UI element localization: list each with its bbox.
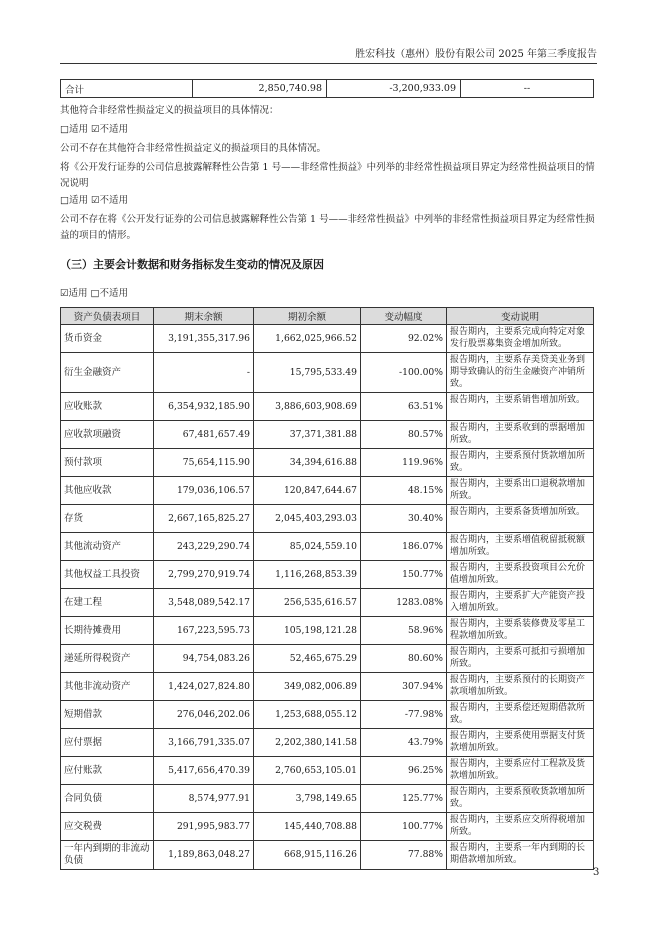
row-note: 报告期内，主要系装修费及零星工程款增加所致。	[447, 617, 594, 645]
balance-sheet-changes-table	[60, 307, 594, 870]
row-item: 其他流动资产	[61, 533, 154, 561]
row-begin: 1,116,268,853.39	[254, 561, 361, 589]
row-begin: 256,535,616.57	[254, 589, 361, 617]
row-change: 119.96%	[361, 449, 447, 477]
row-item: 短期借款	[61, 701, 154, 729]
summary-prior: -3,200,933.09	[327, 80, 461, 98]
row-item: 存货	[61, 505, 154, 533]
row-end: 179,036,106.57	[154, 477, 254, 505]
row-end: 3,548,089,542.17	[154, 589, 254, 617]
paragraph-4: 公司不存在将《公开发行证券的公司信息披露解释性公告第 1 号——非经常性损益》中列举的非经常性损益项目界定为经常性损益的项目的情形。	[60, 214, 595, 241]
row-begin: 85,024,559.10	[254, 533, 361, 561]
table-row	[61, 645, 594, 673]
row-item: 应付票据	[61, 729, 154, 757]
row-begin: 1,253,688,055.12	[254, 701, 361, 729]
row-item: 其他应收款	[61, 477, 154, 505]
table-header-row	[61, 308, 594, 325]
row-change: 80.57%	[361, 421, 447, 449]
applicability-1: □适用 ☑不适用	[60, 124, 129, 135]
col-header-end: 期末余额	[154, 308, 254, 325]
row-note: 报告期内，主要系一年内到期的长期借款增加所致。	[447, 841, 594, 870]
table-row	[61, 785, 594, 813]
summary-row	[61, 80, 594, 98]
page-header: 胜宏科技（惠州）股份有限公司 2025 年第三季度报告	[60, 45, 597, 64]
row-item: 货币资金	[61, 325, 154, 353]
table-row	[61, 729, 594, 757]
row-begin: 2,202,380,141.58	[254, 729, 361, 757]
summary-note: --	[461, 80, 594, 98]
row-begin: 1,662,025,966.52	[254, 325, 361, 353]
row-note: 报告期内，主要系收到的票据增加所致。	[447, 421, 594, 449]
row-change: 1283.08%	[361, 589, 447, 617]
row-begin: 37,371,381.88	[254, 421, 361, 449]
row-change: 186.07%	[361, 533, 447, 561]
summary-label: 合计	[61, 80, 193, 98]
row-item: 在建工程	[61, 589, 154, 617]
table-row	[61, 421, 594, 449]
row-item: 一年内到期的非流动负债	[61, 841, 154, 870]
row-note: 报告期内，主要系偿还短期借款所致。	[447, 701, 594, 729]
row-change: 77.88%	[361, 841, 447, 870]
row-item: 长期待摊费用	[61, 617, 154, 645]
row-begin: 2,760,653,105.01	[254, 757, 361, 785]
row-end: 243,229,290.74	[154, 533, 254, 561]
table-row	[61, 757, 594, 785]
table-row	[61, 561, 594, 589]
row-begin: 349,082,006.89	[254, 673, 361, 701]
row-item: 预付款项	[61, 449, 154, 477]
row-begin: 15,795,533.49	[254, 353, 361, 393]
row-end: 67,481,657.49	[154, 421, 254, 449]
table-row	[61, 477, 594, 505]
row-end: 2,799,270,919.74	[154, 561, 254, 589]
row-change: 92.02%	[361, 325, 447, 353]
applicability-2: □适用 ☑不适用	[60, 195, 129, 206]
row-note: 报告期内，主要系存美贷美业务到期导致确认的衍生金融资产冲销所致。	[447, 353, 594, 393]
row-note: 报告期内，主要系应付工程款及货款增加所致。	[447, 757, 594, 785]
summary-current: 2,850,740.98	[193, 80, 327, 98]
table-row	[61, 673, 594, 701]
row-change: 100.77%	[361, 813, 447, 841]
row-item: 衍生金融资产	[61, 353, 154, 393]
row-begin: 2,045,403,293.03	[254, 505, 361, 533]
row-end: 1,424,027,824.80	[154, 673, 254, 701]
row-begin: 105,198,121.28	[254, 617, 361, 645]
row-note: 报告期内，主要系备货增加所致。	[447, 505, 594, 533]
row-change: 307.94%	[361, 673, 447, 701]
col-header-item: 资产负债表项目	[61, 308, 154, 325]
row-note: 报告期内，主要系销售增加所致。	[447, 393, 594, 421]
row-item: 应收款项融资	[61, 421, 154, 449]
row-note: 报告期内，主要系预收货款增加所致。	[447, 785, 594, 813]
paragraph-2: 公司不存在其他符合非经常性损益定义的损益项目的具体情况。	[60, 143, 327, 154]
paragraph-3: 将《公开发行证券的公司信息披露解释性公告第 1 号——非经常性损益》中列举的非经常性损益项目界定为经常性损益项目的情况说明	[60, 162, 595, 189]
row-change: 150.77%	[361, 561, 447, 589]
row-end: 2,667,165,825.27	[154, 505, 254, 533]
row-change: 48.15%	[361, 477, 447, 505]
row-end: 8,574,977.91	[154, 785, 254, 813]
row-note: 报告期内，主要系预付货款增加所致。	[447, 449, 594, 477]
table-row	[61, 325, 594, 353]
table-row	[61, 533, 594, 561]
row-change: -77.98%	[361, 701, 447, 729]
row-item: 应付账款	[61, 757, 154, 785]
row-item: 应收账款	[61, 393, 154, 421]
row-change: -100.00%	[361, 353, 447, 393]
row-begin: 3,798,149.65	[254, 785, 361, 813]
row-end: 5,417,656,470.39	[154, 757, 254, 785]
row-change: 58.96%	[361, 617, 447, 645]
row-note: 报告期内，主要系可抵扣亏损增加所致。	[447, 645, 594, 673]
row-change: 63.51%	[361, 393, 447, 421]
table-row	[61, 449, 594, 477]
table-row	[61, 841, 594, 870]
row-note: 报告期内，主要系投资项目公允价值增加所致。	[447, 561, 594, 589]
row-end: 3,166,791,335.07	[154, 729, 254, 757]
row-change: 80.60%	[361, 645, 447, 673]
row-change: 30.40%	[361, 505, 447, 533]
row-change: 125.77%	[361, 785, 447, 813]
row-begin: 668,915,116.26	[254, 841, 361, 870]
row-note: 报告期内，主要系应交所得税增加所致。	[447, 813, 594, 841]
col-header-begin: 期初余额	[254, 308, 361, 325]
table-row	[61, 589, 594, 617]
table-row	[61, 813, 594, 841]
row-note: 报告期内，主要系使用票据支付货款增加所致。	[447, 729, 594, 757]
row-end: 276,046,202.06	[154, 701, 254, 729]
page-number: 3	[593, 867, 600, 878]
row-item: 应交税费	[61, 813, 154, 841]
table-row	[61, 701, 594, 729]
row-begin: 3,886,603,908.69	[254, 393, 361, 421]
row-end: 3,191,355,317.96	[154, 325, 254, 353]
row-begin: 145,440,708.88	[254, 813, 361, 841]
row-begin: 52,465,675.29	[254, 645, 361, 673]
row-end: 167,223,595.73	[154, 617, 254, 645]
row-change: 96.25%	[361, 757, 447, 785]
row-item: 其他权益工具投资	[61, 561, 154, 589]
row-note: 报告期内，主要系预付的长期资产款项增加所致。	[447, 673, 594, 701]
col-header-change: 变动幅度	[361, 308, 447, 325]
row-item: 递延所得税资产	[61, 645, 154, 673]
row-end: -	[154, 353, 254, 393]
row-begin: 120,847,644.67	[254, 477, 361, 505]
row-note: 报告期内，主要系出口退税款增加所致。	[447, 477, 594, 505]
section-title: （三）主要会计数据和财务指标发生变动的情况及原因	[60, 258, 324, 271]
summary-table	[60, 79, 594, 98]
table-row	[61, 393, 594, 421]
row-note: 报告期内，主要系扩大产能资产投入增加所致。	[447, 589, 594, 617]
row-end: 75,654,115.90	[154, 449, 254, 477]
table-row	[61, 353, 594, 393]
table-row	[61, 505, 594, 533]
row-end: 6,354,932,185.90	[154, 393, 254, 421]
row-end: 1,189,863,048.27	[154, 841, 254, 870]
row-change: 43.79%	[361, 729, 447, 757]
row-end: 94,754,083.26	[154, 645, 254, 673]
row-end: 291,995,983.77	[154, 813, 254, 841]
col-header-note: 变动说明	[447, 308, 594, 325]
row-note: 报告期内，主要系完成向特定对象发行股票募集资金增加所致。	[447, 325, 594, 353]
row-note: 报告期内，主要系增值税留抵税额增加所致。	[447, 533, 594, 561]
paragraph-1: 其他符合非经常性损益定义的损益项目的具体情况：	[60, 105, 279, 116]
row-item: 合同负债	[61, 785, 154, 813]
row-item: 其他非流动资产	[61, 673, 154, 701]
applicability-3: ☑适用 □不适用	[60, 288, 129, 299]
row-begin: 34,394,616.88	[254, 449, 361, 477]
table-row	[61, 617, 594, 645]
